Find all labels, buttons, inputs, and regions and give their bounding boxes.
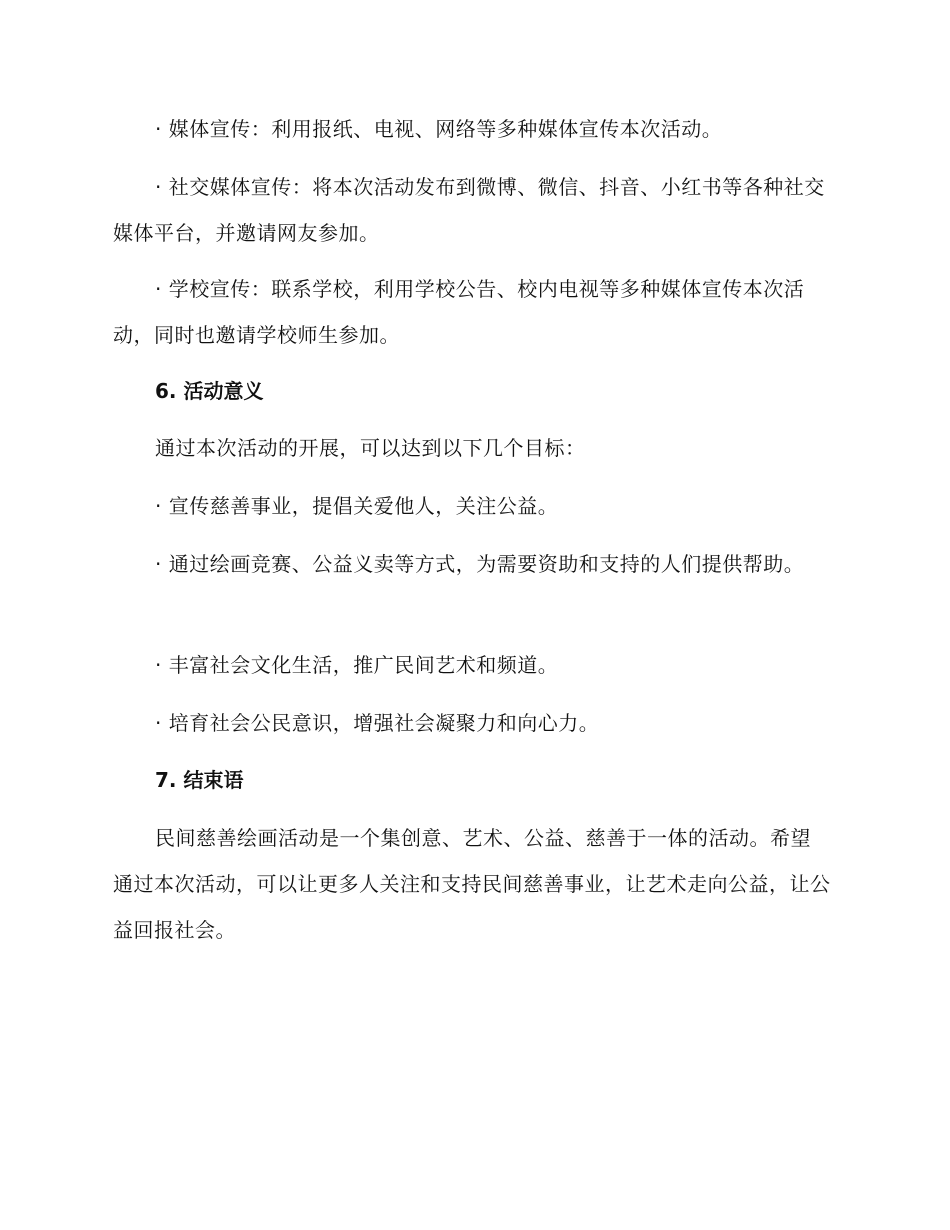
section-6-item-4: · 培育社会公民意识，增强社会凝聚力和向心力。 [155, 711, 600, 735]
bullet-social-media-promotion: · 社交媒体宣传：将本次活动发布到微博、微信、抖音、小红书等各种社交媒体平台，并邀请网友参加。 [113, 175, 825, 245]
bullet-media-promotion: · 媒体宣传：利用报纸、电视、网络等多种媒体宣传本次活动。 [155, 117, 723, 141]
bullet-school-promotion: · 学校宣传：联系学校，利用学校公告、校内电视等多种媒体宣传本次活动，同时也邀请学校师生参加。 [113, 277, 805, 347]
section-6-item-1: · 宣传慈善事业，提倡关爱他人，关注公益。 [155, 494, 559, 518]
section-6-item-3: · 丰富社会文化生活，推广民间艺术和频道。 [155, 653, 559, 677]
section-6-heading: 6. 活动意义 [155, 379, 264, 403]
section-7-body: 民间慈善绘画活动是一个集创意、艺术、公益、慈善于一体的活动。希望通过本次活动，可以让更多人关注和支持民间慈善事业，让艺术走向公益，让公益回报社会。 [113, 826, 831, 942]
section-6-item-2: · 通过绘画竞赛、公益义卖等方式，为需要资助和支持的人们提供帮助。 [155, 552, 805, 576]
section-7-heading: 7. 结束语 [155, 768, 244, 792]
section-6-intro: 通过本次活动的开展，可以达到以下几个目标： [155, 436, 586, 460]
